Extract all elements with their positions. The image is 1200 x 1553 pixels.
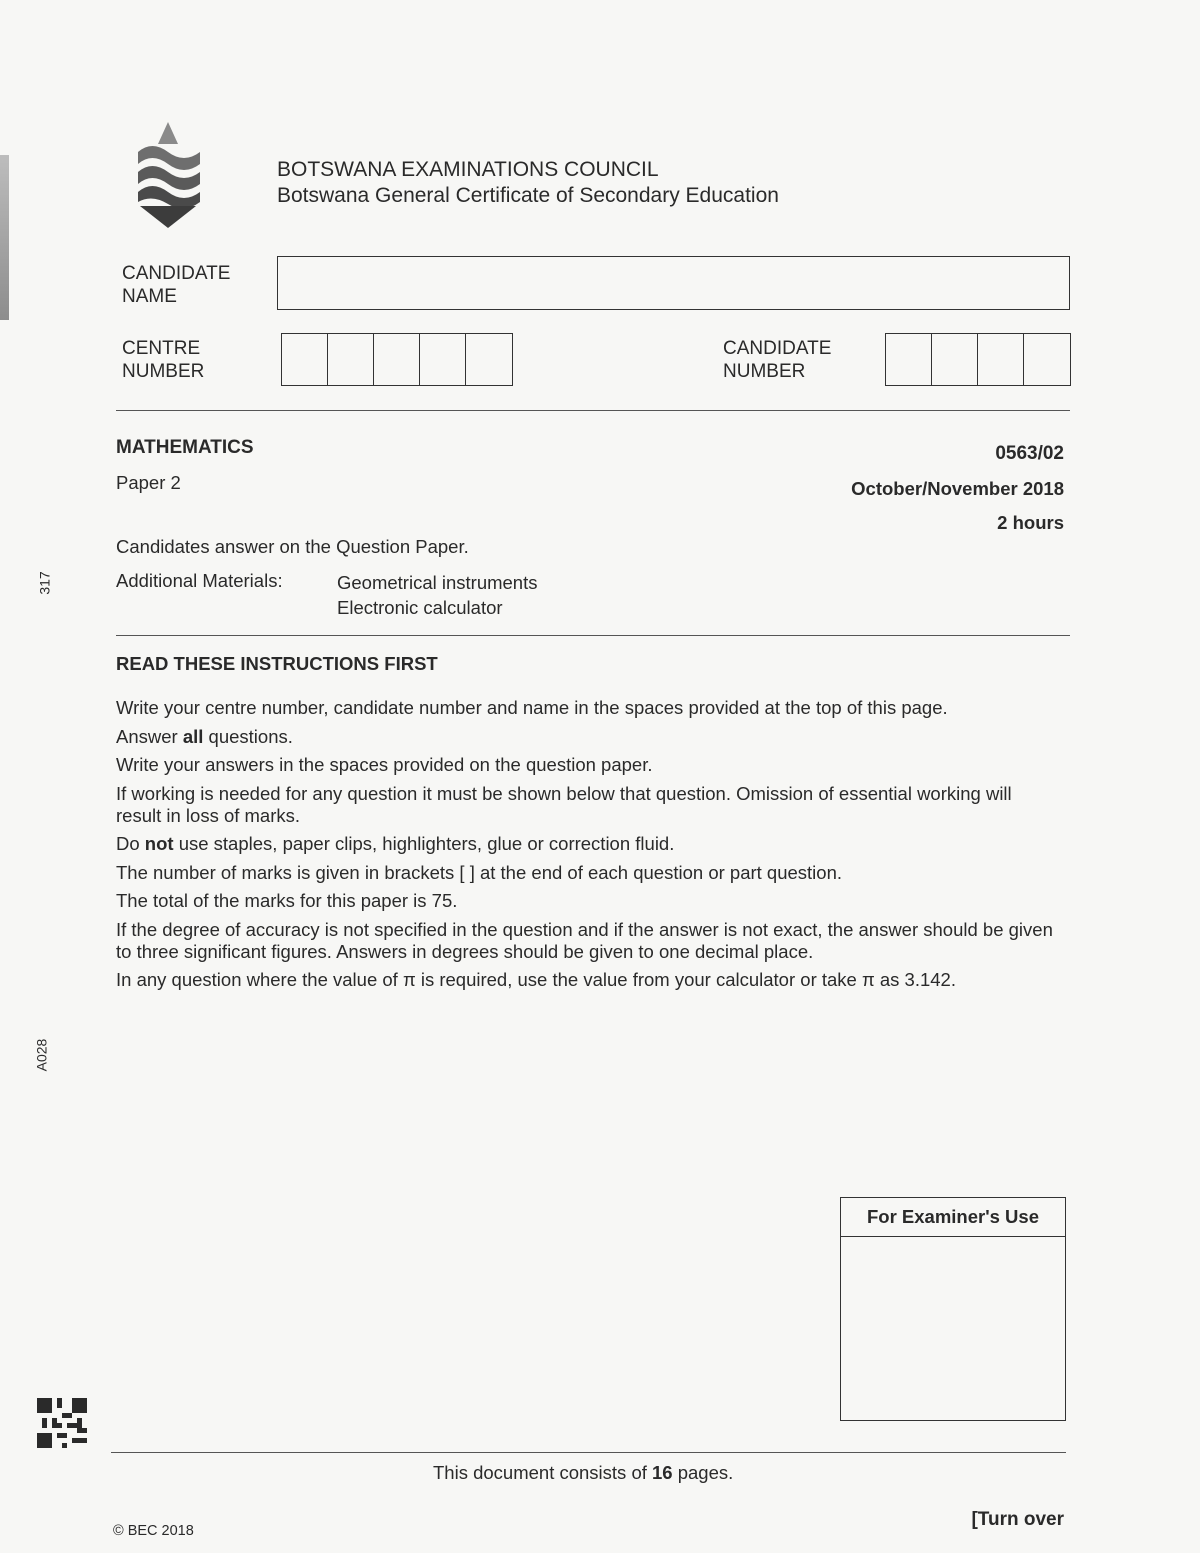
candidate-name-input[interactable] (277, 256, 1070, 310)
answer-note: Candidates answer on the Question Paper. (116, 536, 469, 557)
instruction-item (116, 726, 1061, 748)
subject-title: MATHEMATICS (116, 437, 254, 458)
centre-number-cell[interactable] (328, 334, 374, 385)
instruction-item: If working is needed for any question it must be shown below that question. Omission of essential working will result in loss of marks. (116, 782, 1012, 826)
centre-number-cell[interactable] (282, 334, 328, 385)
candidate-number-cell[interactable] (978, 334, 1024, 385)
instruction-item: In any question where the value of π is required, use the value from your calculator or take π as 3.142. (116, 969, 956, 990)
centre-number-cell[interactable] (466, 334, 512, 385)
candidate-number-cell[interactable] (932, 334, 978, 385)
material-item: Geometrical instruments (337, 572, 538, 593)
instruction-text: Answer (116, 725, 183, 747)
instruction-emphasis: not (144, 833, 174, 854)
candidate-number-boxes[interactable] (885, 333, 1071, 386)
centre-number-cell[interactable] (420, 334, 466, 385)
candidate-name-label-line1: CANDIDATE (122, 263, 231, 284)
paper-number: Paper 2 (116, 472, 181, 493)
paper-code: 0563/02 (995, 443, 1064, 464)
page-count-text: This document consists of (433, 1462, 653, 1483)
divider (116, 410, 1070, 411)
divider (116, 635, 1070, 636)
instruction-item: The total of the marks for this paper is 75. (116, 890, 458, 911)
instruction-item: Write your answers in the spaces provided on the question paper. (116, 754, 653, 775)
candidate-number-label-line1: CANDIDATE (723, 338, 832, 359)
instructions-heading: READ THESE INSTRUCTIONS FIRST (116, 653, 438, 674)
instruction-item: If the degree of accuracy is not specified in the question and if the answer is not exact, the answer should be given to three significant figures. Answers in degrees should be given to one decimal place. (116, 918, 1053, 962)
copyright: © BEC 2018 (113, 1523, 194, 1539)
exam-duration: 2 hours (997, 512, 1064, 533)
instruction-text: Do (116, 833, 145, 854)
margin-code-top: 317 (36, 571, 53, 595)
qr-code-icon (37, 1398, 87, 1448)
centre-number-label-line2: NUMBER (122, 361, 205, 382)
footer-divider (111, 1452, 1066, 1453)
centre-number-boxes[interactable] (281, 333, 513, 386)
instruction-item: The number of marks is given in brackets [ ] at the end of each question or part question. (116, 861, 843, 883)
centre-number-label (122, 337, 204, 383)
materials-list (337, 570, 537, 620)
centre-number-label-line1: CENTRE (122, 338, 201, 359)
page-count (433, 1462, 733, 1484)
exam-session: October/November 2018 (851, 478, 1064, 499)
instruction-text: use staples, paper clips, highlighters, glue or correction fluid. (173, 833, 675, 854)
examiner-use-heading: For Examiner's Use (841, 1198, 1065, 1237)
instruction-item: Write your centre number, candidate number and name in the spaces provided at the top of this page. (116, 697, 948, 718)
instruction-item (116, 833, 1061, 855)
materials-label: Additional Materials: (116, 570, 283, 591)
instruction-text: questions. (203, 725, 293, 747)
candidate-name-label (122, 262, 230, 308)
header-block (277, 157, 779, 209)
candidate-name-label-line2: NAME (122, 286, 177, 307)
examiner-use-box (840, 1197, 1066, 1421)
candidate-number-label-line2: NUMBER (723, 361, 806, 382)
turn-over: [Turn over (971, 1509, 1064, 1530)
council-name: BOTSWANA EXAMINATIONS COUNCIL (277, 158, 659, 181)
certificate-name: Botswana General Certificate of Secondary Education (277, 184, 779, 207)
instruction-emphasis: all (182, 725, 204, 747)
scan-edge-strip (0, 155, 9, 320)
material-item: Electronic calculator (337, 597, 503, 618)
centre-number-cell[interactable] (374, 334, 420, 385)
instructions-list (116, 697, 1061, 998)
candidate-number-label (723, 337, 831, 383)
candidate-number-cell[interactable] (1024, 334, 1070, 385)
margin-code-bottom: A028 (33, 1038, 50, 1072)
candidate-number-cell[interactable] (886, 334, 932, 385)
page-count-number: 16 (652, 1462, 673, 1483)
page-count-text: pages. (672, 1462, 734, 1483)
bec-logo (130, 122, 210, 232)
